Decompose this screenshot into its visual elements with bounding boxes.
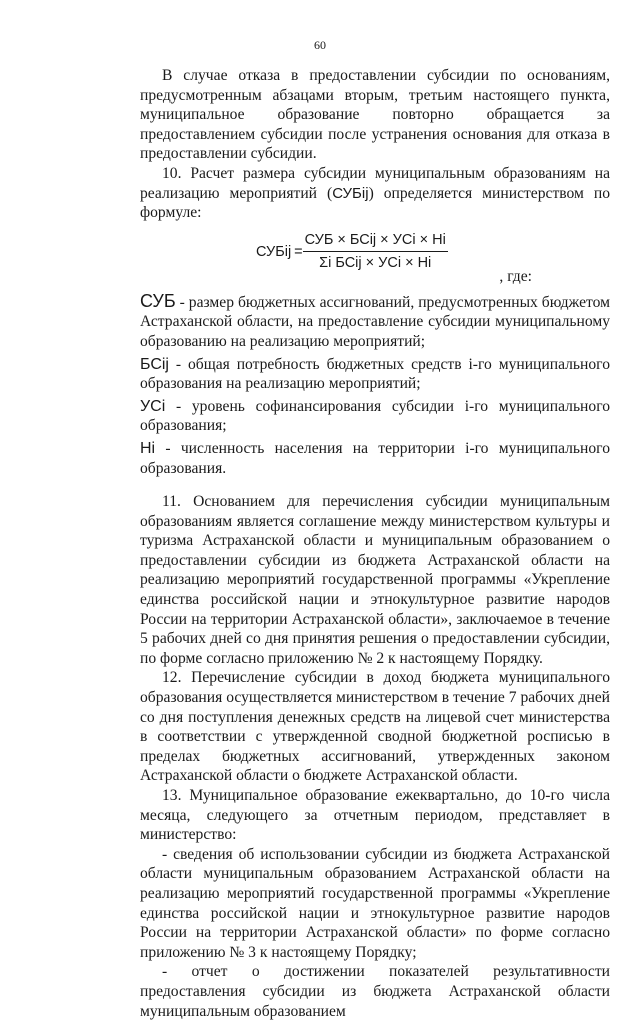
paragraph-10-symbol: СУБij	[332, 184, 369, 202]
definition-symbol: СУБ	[140, 290, 176, 311]
formula-equals: =	[294, 243, 303, 260]
paragraph-13-item-1: - сведения об использовании субсидии из бюджета Астраханской области муниципальным образованием Астраханской области на реализацию мероприятий государственной программы «Укрепление единства российской нации и этнокультурное развитие народов России на территории Астраханской области» по форме согласно приложению № 3 к настоящему Порядку;	[140, 845, 610, 961]
paragraph-11: 11. Основанием для перечисления субсидии муниципальным образованиям является соглашение между министерством культуры и туризма Астраханской области и муниципальным образованием о предоставлении субсидии из бюджета Астраханской области на реализацию мероприятий государственной программы «Укрепление единства российской нации и этнокультурное развитие народов России на территории Астраханской области», заключаемое в течение 5 рабочих дней со дня принятия решения о предоставлении субсидии, по форме согласно приложению № 2 к настоящему Порядку.	[140, 493, 610, 667]
formula-fraction	[303, 231, 448, 274]
formula-where: , где:	[499, 267, 532, 285]
formula-numerator: СУБ × БСij × УСi × Hi	[303, 231, 448, 253]
paragraph-12: 12. Перечисление субсидии в доход бюджета муниципального образования осуществляется министерством в течение 7 рабочих дней со дня поступления денежных средств на лицевой счет министерства в соответствии с утвержденной сводной бюджетной росписью в пределах бюджетных ассигнований, утвержденных законом Астраханской области о бюджете Астраханской области.	[140, 669, 610, 785]
paragraph-13-item-2: - отчет о достижении показателей результативности предоставления субсидии из бюджета Астраханской области муниципальным образованием	[140, 963, 610, 1020]
document-body	[140, 66, 610, 1021]
formula-block	[140, 225, 610, 289]
formula	[256, 231, 448, 274]
definition-symbol: Hi	[140, 439, 156, 457]
paragraph-10	[140, 164, 610, 223]
paragraph-refusal: В случае отказа в предоставлении субсидии по основаниям, предусмотренным абзацами вторым, третьим настоящего пункта, муниципальное образование повторно обращается за предоставлением субсидии после устранения основания для отказа в предоставлении субсидии.	[140, 67, 610, 163]
definition-us	[140, 397, 610, 436]
formula-denominator: Σi БСij × УСi × Hi	[319, 255, 432, 272]
paragraph-10-start: 10. Расчет размера субсидии муниципальным образованиям на реализацию мероприятий (	[140, 164, 610, 202]
definition-symbol: БСij	[140, 355, 169, 373]
definition-text: - размер бюджетных ассигнований, предусмотренных бюджетом Астраханской области, на предоставление субсидии муниципальному образованию на реализацию мероприятий;	[140, 293, 610, 350]
definition-text: - численность населения на территории i-го муниципального образования.	[140, 439, 610, 477]
paragraph-13: 13. Муниципальное образование ежеквартально, до 10-го числа месяца, следующего за отчетным периодом, представляет в министерство:	[140, 787, 610, 844]
formula-lhs: СУБij	[256, 243, 292, 260]
definition-text: - уровень софинансирования субсидии i-го муниципального образования;	[140, 397, 610, 435]
definition-symbol: УСi	[140, 397, 166, 415]
definition-bs	[140, 355, 610, 394]
definition-h	[140, 439, 610, 478]
definition-text: - общая потребность бюджетных средств i-го муниципального образования на реализацию мероприятий;	[140, 355, 610, 393]
definition-sub	[140, 292, 610, 352]
page-number: 60	[314, 38, 326, 52]
paragraph-10-end: ) определяется министерством по формуле:	[140, 184, 610, 222]
